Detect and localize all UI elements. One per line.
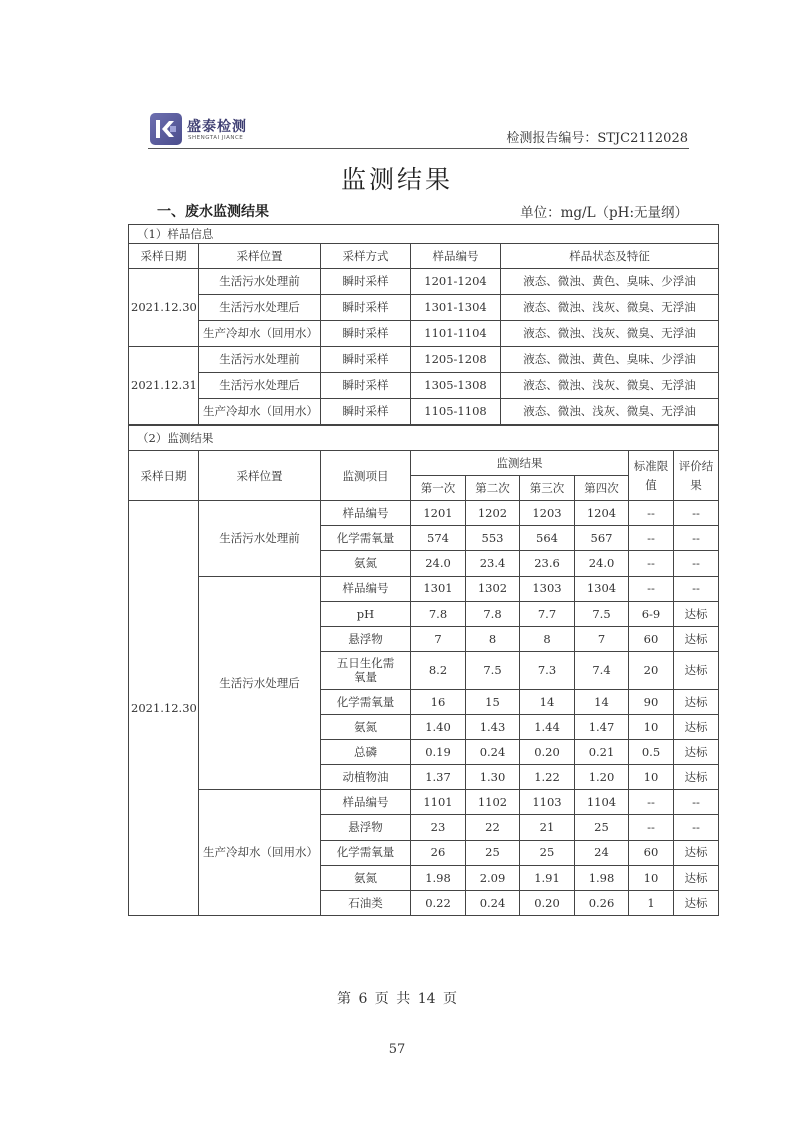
monitoring-item: pH [321,601,411,626]
table-cell: 574 [411,526,466,551]
table-caption: （2）监测结果 [129,426,719,451]
table-cell: 瞬时采样 [321,320,411,346]
table-cell: 液态、微浊、黄色、臭味、少浮油 [501,268,719,294]
table-row [129,398,719,424]
table-cell: 1205-1208 [411,346,501,372]
table-cell: 8 [466,626,520,651]
table-cell: 10 [629,715,674,740]
table-cell: 16 [411,689,466,714]
table-cell: 达标 [674,740,719,765]
table-cell: 生活污水处理前 [199,346,321,372]
table-cell: 达标 [674,840,719,865]
table-cell: 1.44 [520,715,575,740]
header-divider [148,148,689,149]
monitoring-item: 化学需氧量 [321,689,411,714]
column-header: 第三次 [520,476,575,501]
table-row [129,346,719,372]
monitoring-item: 悬浮物 [321,626,411,651]
table-cell: 液态、微浊、浅灰、微臭、无浮油 [501,320,719,346]
monitoring-item: 氨氮 [321,551,411,576]
table-cell: 10 [629,765,674,790]
unit-note: 单位：mg/L（pH:无量纲） [520,205,688,221]
monitoring-item: 样品编号 [321,501,411,526]
table-cell: 1.47 [575,715,629,740]
table-cell: -- [674,526,719,551]
sampling-location: 生产冷却水（回用水） [199,790,321,916]
table-cell: 10 [629,865,674,890]
column-header: 采样位置 [199,451,321,501]
monitoring-item: 化学需氧量 [321,840,411,865]
page-title: 监测结果 [340,165,453,194]
table-cell: -- [629,576,674,601]
table-cell: 8.2 [411,651,466,689]
table-cell: 14 [520,689,575,714]
column-header: 监测结果 [411,451,629,476]
column-header: 监测项目 [321,451,411,501]
document-sequence-number: 57 [388,1042,406,1057]
table-cell: 1301 [411,576,466,601]
table-cell: 生活污水处理后 [199,372,321,398]
table-cell: 瞬时采样 [321,294,411,320]
table-cell: 1.37 [411,765,466,790]
table-cell: 1303 [520,576,575,601]
table-cell: 23 [411,815,466,840]
table-cell: 1302 [466,576,520,601]
table-cell: 瞬时采样 [321,346,411,372]
table-cell: -- [629,501,674,526]
table-header-row [129,451,719,476]
monitoring-item: 五日生化需氧量 [321,651,411,689]
table-cell: 1201 [411,501,466,526]
monitoring-item: 氨氮 [321,865,411,890]
table-cell: 1.30 [466,765,520,790]
table-cell: 生活污水处理前 [199,268,321,294]
column-header: 标准限值 [629,451,674,501]
table-cell: -- [629,526,674,551]
table-cell: 6-9 [629,601,674,626]
table-cell: 生产冷却水（回用水） [199,398,321,424]
table-cell: 1202 [466,501,520,526]
column-header: 评价结果 [674,451,719,501]
table-cell: 25 [575,815,629,840]
table-cell: 1104 [575,790,629,815]
table-cell: 7.8 [411,601,466,626]
monitoring-item: 总磷 [321,740,411,765]
sampling-date: 2021.12.31 [129,346,199,424]
table-cell: 1102 [466,790,520,815]
table-cell: 60 [629,626,674,651]
table-cell: 90 [629,689,674,714]
table-cell: 7.8 [466,601,520,626]
table-caption: （1）样品信息 [129,225,719,244]
table-row [129,294,719,320]
table-cell: 60 [629,840,674,865]
column-header: 采样日期 [129,451,199,501]
table-cell: 23.4 [466,551,520,576]
page-indicator: 第 6 页 共 14 页 [337,991,457,1007]
table-cell: 达标 [674,689,719,714]
table-cell: 0.20 [520,740,575,765]
table-cell: 1203 [520,501,575,526]
sampling-location: 生活污水处理后 [199,576,321,790]
table-cell: 1204 [575,501,629,526]
table-cell: 1.98 [411,865,466,890]
table-cell: 0.20 [520,890,575,915]
table-cell: 0.26 [575,890,629,915]
table-cell: 1.91 [520,865,575,890]
table-cell: 0.22 [411,890,466,915]
table-cell: 1101-1104 [411,320,501,346]
table-cell: 567 [575,526,629,551]
table-cell: 1103 [520,790,575,815]
table-cell: 26 [411,840,466,865]
table-cell: 生产冷却水（回用水） [199,320,321,346]
table-cell: 1105-1108 [411,398,501,424]
table-cell: -- [629,551,674,576]
sampling-date: 2021.12.30 [129,268,199,346]
monitoring-item: 样品编号 [321,576,411,601]
table-cell: 瞬时采样 [321,372,411,398]
table-cell: 1101 [411,790,466,815]
table-cell: 达标 [674,715,719,740]
table-cell: 液态、微浊、黄色、臭味、少浮油 [501,346,719,372]
table-cell: 553 [466,526,520,551]
monitoring-item: 悬浮物 [321,815,411,840]
sampling-location: 生活污水处理前 [199,501,321,576]
monitoring-item: 样品编号 [321,790,411,815]
company-name: 盛泰检测 [187,119,247,135]
table-cell: 7.5 [575,601,629,626]
table-cell: 1304 [575,576,629,601]
table-cell: 1.22 [520,765,575,790]
table-cell: 液态、微浊、浅灰、微臭、无浮油 [501,372,719,398]
table-row [129,501,719,526]
table-cell: 0.5 [629,740,674,765]
company-logo-icon [150,113,182,145]
table-cell: 564 [520,526,575,551]
report-number: 检测报告编号：STJC2112028 [506,131,688,146]
table-cell: 0.21 [575,740,629,765]
table-cell: 22 [466,815,520,840]
column-header: 样品编号 [411,243,501,268]
column-header: 采样方式 [321,243,411,268]
column-header: 样品状态及特征 [501,243,719,268]
table-cell: 2.09 [466,865,520,890]
table-cell: 15 [466,689,520,714]
table-cell: 7.4 [575,651,629,689]
table-cell: 1301-1304 [411,294,501,320]
table-cell: 25 [520,840,575,865]
table-cell: 1.98 [575,865,629,890]
column-header: 采样日期 [129,243,199,268]
table-cell: -- [674,815,719,840]
company-name-pinyin: SHENGTAI JIANCE [188,135,244,141]
table-cell: 达标 [674,765,719,790]
table-cell: 达标 [674,890,719,915]
table-cell: 0.24 [466,740,520,765]
monitoring-item: 石油类 [321,890,411,915]
table-row [129,372,719,398]
table-cell: 达标 [674,626,719,651]
sampling-date: 2021.12.30 [129,501,199,916]
table-cell: 1305-1308 [411,372,501,398]
table-caption-row [129,426,719,451]
table-cell: 21 [520,815,575,840]
table-cell: 24.0 [575,551,629,576]
table-cell: 7.5 [466,651,520,689]
table-cell: -- [629,815,674,840]
table-cell: 0.19 [411,740,466,765]
table-cell: 7.3 [520,651,575,689]
table-cell: 7 [575,626,629,651]
monitoring-item: 氨氮 [321,715,411,740]
table-cell: 14 [575,689,629,714]
table-cell: 7.7 [520,601,575,626]
column-header: 采样位置 [199,243,321,268]
table-cell: 生活污水处理后 [199,294,321,320]
monitoring-item: 动植物油 [321,765,411,790]
table-cell: 8 [520,626,575,651]
sample-info-table [128,224,719,425]
table-header-row [129,243,719,268]
section-title: 一、废水监测结果 [157,204,269,220]
table-cell: 瞬时采样 [321,398,411,424]
table-cell: 1.40 [411,715,466,740]
table-cell: 1 [629,890,674,915]
table-cell: 24.0 [411,551,466,576]
monitoring-item: 化学需氧量 [321,526,411,551]
table-cell: 达标 [674,601,719,626]
table-cell: 1201-1204 [411,268,501,294]
table-cell: -- [629,790,674,815]
table-cell: 达标 [674,865,719,890]
table-cell: 0.24 [466,890,520,915]
table-cell: 达标 [674,651,719,689]
table-cell: 瞬时采样 [321,268,411,294]
table-cell: -- [674,790,719,815]
column-header: 第二次 [466,476,520,501]
table-cell: 液态、微浊、浅灰、微臭、无浮油 [501,294,719,320]
table-cell: -- [674,576,719,601]
column-header: 第四次 [575,476,629,501]
table-cell: 液态、微浊、浅灰、微臭、无浮油 [501,398,719,424]
table-cell: 25 [466,840,520,865]
table-cell: 23.6 [520,551,575,576]
table-cell: 7 [411,626,466,651]
table-cell: 1.20 [575,765,629,790]
table-caption-row [129,225,719,244]
table-row [129,576,719,601]
table-cell: 24 [575,840,629,865]
table-row [129,790,719,815]
table-row [129,320,719,346]
table-cell: -- [674,501,719,526]
table-row [129,268,719,294]
table-cell: 20 [629,651,674,689]
column-header: 第一次 [411,476,466,501]
table-cell: -- [674,551,719,576]
table-cell: 1.43 [466,715,520,740]
monitoring-results-table [128,425,719,916]
